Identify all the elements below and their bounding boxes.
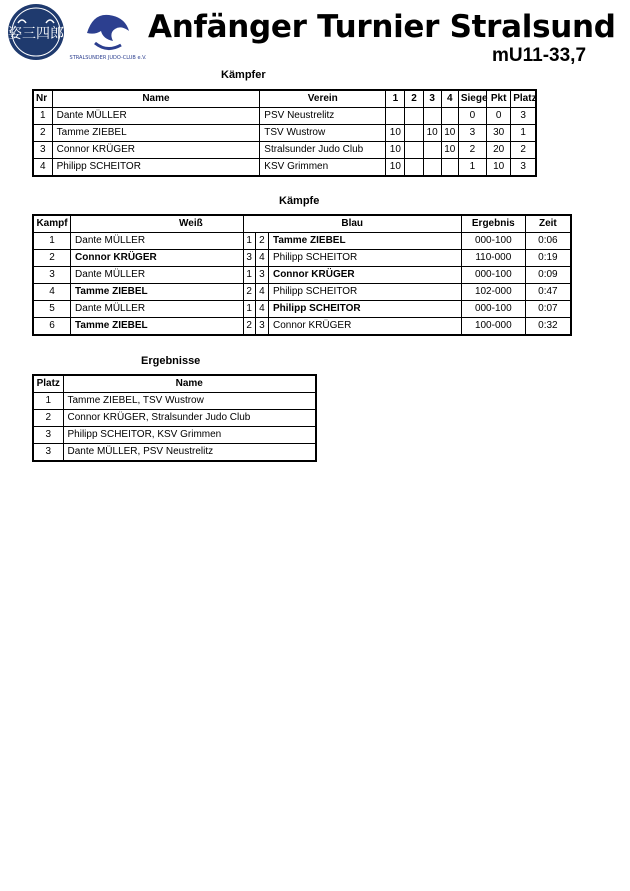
fighter-club: KSV Grimmen xyxy=(260,159,386,177)
fight-blue-nr: 3 xyxy=(255,267,268,284)
fight-white-name: Tamme ZIEBEL xyxy=(71,318,244,336)
column-header: Siege xyxy=(458,90,486,108)
result-name: Philipp SCHEITOR, KSV Grimmen xyxy=(63,427,316,444)
column-header: 3 xyxy=(423,90,441,108)
page-title: Anfänger Turnier Stralsund xyxy=(148,9,616,45)
fight-blue-name: Philipp SCHEITOR xyxy=(268,250,461,267)
fighter-points: 10 xyxy=(487,159,511,177)
fight-result: 102-000 xyxy=(461,284,525,301)
fight-blue-nr: 2 xyxy=(255,233,268,250)
fight-white-name: Dante MÜLLER xyxy=(71,233,244,250)
fight-number: 4 xyxy=(33,284,71,301)
fight-white-nr: 1 xyxy=(243,267,255,284)
results-header-row xyxy=(33,375,316,393)
column-header: 1 xyxy=(386,90,405,108)
fights-section-title: Kämpfe xyxy=(279,195,320,207)
fighter-round-3 xyxy=(423,108,441,125)
fighter-round-3 xyxy=(423,159,441,177)
fight-row xyxy=(33,301,571,318)
fight-row xyxy=(33,318,571,336)
club-logo-dragon-icon xyxy=(69,3,147,61)
result-row xyxy=(33,393,316,410)
fight-white-nr: 3 xyxy=(243,250,255,267)
fight-time: 0:06 xyxy=(525,233,571,250)
fighter-round-2 xyxy=(405,125,423,142)
fight-time: 0:09 xyxy=(525,267,571,284)
club-logo-judo-icon xyxy=(6,3,66,61)
fight-blue-name: Philipp SCHEITOR xyxy=(268,301,461,318)
fight-white-name: Connor KRÜGER xyxy=(71,250,244,267)
fight-blue-name: Philipp SCHEITOR xyxy=(268,284,461,301)
fighter-row xyxy=(33,142,536,159)
result-name: Connor KRÜGER, Stralsunder Judo Club xyxy=(63,410,316,427)
fighter-wins: 2 xyxy=(458,142,486,159)
column-header: 4 xyxy=(441,90,458,108)
fighter-place: 3 xyxy=(511,159,536,177)
fight-number: 1 xyxy=(33,233,71,250)
fighter-round-1: 10 xyxy=(386,125,405,142)
column-header: Name xyxy=(52,90,260,108)
fighters-header-row xyxy=(33,90,536,108)
column-header: Platz xyxy=(33,375,63,393)
column-header: Platz xyxy=(511,90,536,108)
fighter-points: 0 xyxy=(487,108,511,125)
fighter-place: 2 xyxy=(511,142,536,159)
fighter-round-3 xyxy=(423,142,441,159)
fight-time: 0:32 xyxy=(525,318,571,336)
fighter-round-3: 10 xyxy=(423,125,441,142)
fighter-wins: 3 xyxy=(458,125,486,142)
results-table xyxy=(32,374,317,462)
fight-white-nr: 1 xyxy=(243,233,255,250)
result-name: Dante MÜLLER, PSV Neustrelitz xyxy=(63,444,316,462)
column-header: Verein xyxy=(260,90,386,108)
fighter-club: Stralsunder Judo Club xyxy=(260,142,386,159)
fight-white-name: Tamme ZIEBEL xyxy=(71,284,244,301)
fight-blue-nr: 4 xyxy=(255,250,268,267)
fighter-round-4 xyxy=(441,159,458,177)
fighter-name: Philipp SCHEITOR xyxy=(52,159,260,177)
fight-white-name: Dante MÜLLER xyxy=(71,301,244,318)
result-place: 1 xyxy=(33,393,63,410)
fighter-club: TSV Wustrow xyxy=(260,125,386,142)
fight-number: 3 xyxy=(33,267,71,284)
fight-white-nr: 2 xyxy=(243,318,255,336)
column-header: Blau xyxy=(243,215,461,233)
fight-row xyxy=(33,250,571,267)
column-header: Weiß xyxy=(71,215,244,233)
fighters-section-title: Kämpfer xyxy=(221,69,266,81)
column-header: Name xyxy=(63,375,316,393)
fights-header-row xyxy=(33,215,571,233)
fight-number: 6 xyxy=(33,318,71,336)
result-place: 3 xyxy=(33,427,63,444)
fight-blue-name: Tamme ZIEBEL xyxy=(268,233,461,250)
fight-blue-nr: 4 xyxy=(255,284,268,301)
fighters-table xyxy=(32,89,537,177)
fight-time: 0:19 xyxy=(525,250,571,267)
fighter-number: 3 xyxy=(33,142,52,159)
fight-result: 000-100 xyxy=(461,267,525,284)
fight-row xyxy=(33,267,571,284)
column-header: Pkt xyxy=(487,90,511,108)
fighter-row xyxy=(33,108,536,125)
fighter-round-1: 10 xyxy=(386,142,405,159)
weight-category: mU11-33,7 xyxy=(492,45,587,66)
fighter-name: Tamme ZIEBEL xyxy=(52,125,260,142)
fighter-wins: 0 xyxy=(458,108,486,125)
fighter-number: 1 xyxy=(33,108,52,125)
fighter-round-1 xyxy=(386,108,405,125)
fight-blue-name: Connor KRÜGER xyxy=(268,267,461,284)
fighter-points: 20 xyxy=(487,142,511,159)
result-row xyxy=(33,427,316,444)
fighter-club: PSV Neustrelitz xyxy=(260,108,386,125)
fighter-round-4 xyxy=(441,108,458,125)
fighter-round-4: 10 xyxy=(441,125,458,142)
fighter-round-1: 10 xyxy=(386,159,405,177)
fight-result: 110-000 xyxy=(461,250,525,267)
fight-row xyxy=(33,233,571,250)
column-header: Nr xyxy=(33,90,52,108)
fight-time: 0:07 xyxy=(525,301,571,318)
fight-result: 000-100 xyxy=(461,301,525,318)
results-section-title: Ergebnisse xyxy=(141,355,201,367)
fight-white-name: Dante MÜLLER xyxy=(71,267,244,284)
fight-result: 000-100 xyxy=(461,233,525,250)
fight-time: 0:47 xyxy=(525,284,571,301)
logo-right-text: STRALSUNDER JUDO-CLUB e.V. xyxy=(69,55,147,61)
fight-blue-nr: 4 xyxy=(255,301,268,318)
logo-left-text: 姿三四郎 xyxy=(8,26,64,42)
column-header: 2 xyxy=(405,90,423,108)
fighter-wins: 1 xyxy=(458,159,486,177)
fight-blue-nr: 3 xyxy=(255,318,268,336)
column-header: Kampf xyxy=(33,215,71,233)
fighter-number: 4 xyxy=(33,159,52,177)
result-place: 3 xyxy=(33,444,63,462)
fight-number: 5 xyxy=(33,301,71,318)
result-row xyxy=(33,410,316,427)
fighter-row xyxy=(33,159,536,177)
fighter-name: Dante MÜLLER xyxy=(52,108,260,125)
column-header: Zeit xyxy=(525,215,571,233)
fight-blue-name: Connor KRÜGER xyxy=(268,318,461,336)
fighter-round-2 xyxy=(405,108,423,125)
fighter-round-2 xyxy=(405,142,423,159)
result-name: Tamme ZIEBEL, TSV Wustrow xyxy=(63,393,316,410)
fighter-place: 1 xyxy=(511,125,536,142)
fighter-round-2 xyxy=(405,159,423,177)
result-place: 2 xyxy=(33,410,63,427)
fighter-place: 3 xyxy=(511,108,536,125)
fighter-round-4: 10 xyxy=(441,142,458,159)
fighter-name: Connor KRÜGER xyxy=(52,142,260,159)
fighter-row xyxy=(33,125,536,142)
result-row xyxy=(33,444,316,462)
fights-table xyxy=(32,214,572,336)
fight-result: 100-000 xyxy=(461,318,525,336)
column-header: Ergebnis xyxy=(461,215,525,233)
fight-white-nr: 1 xyxy=(243,301,255,318)
fighter-points: 30 xyxy=(487,125,511,142)
fighter-number: 2 xyxy=(33,125,52,142)
fight-row xyxy=(33,284,571,301)
fight-number: 2 xyxy=(33,250,71,267)
fight-white-nr: 2 xyxy=(243,284,255,301)
